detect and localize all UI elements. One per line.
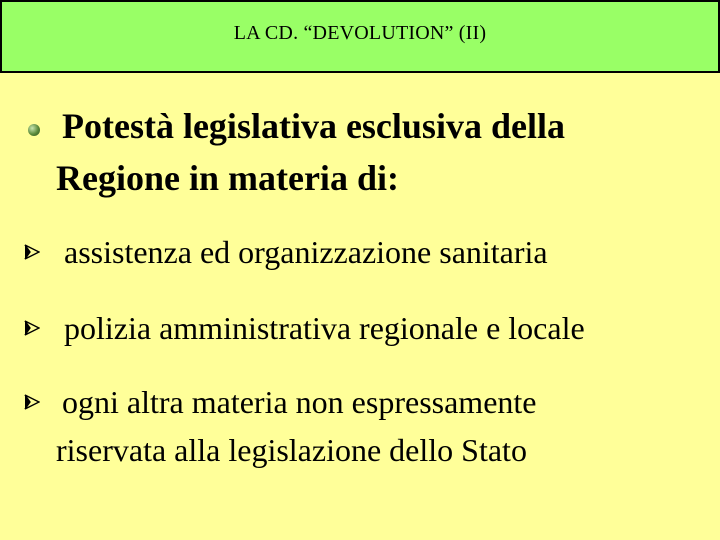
lead-line-2: Regione in materia di: <box>56 158 399 198</box>
list-item-text: polizia amministrativa regionale e locale <box>64 310 585 346</box>
arrowhead-icon <box>24 320 40 336</box>
list-item-text-line-2: riservata alla legislazione dello Stato <box>56 432 527 468</box>
list-item-text-line-1: ogni altra materia non espressamente <box>62 384 537 420</box>
list-item <box>24 378 704 474</box>
lead-statement <box>56 100 696 204</box>
list-item <box>24 228 704 276</box>
list-item-text: assistenza ed organizzazione sanitaria <box>64 234 548 270</box>
slide-title: LA CD. “DEVOLUTION” (II) <box>233 22 487 44</box>
green-sphere-icon <box>28 124 40 136</box>
list-item <box>24 304 704 352</box>
arrowhead-icon <box>24 244 40 260</box>
title-box <box>0 0 720 73</box>
arrowhead-icon <box>24 394 40 410</box>
lead-line-1: Potestà legislativa esclusiva della <box>62 106 565 146</box>
